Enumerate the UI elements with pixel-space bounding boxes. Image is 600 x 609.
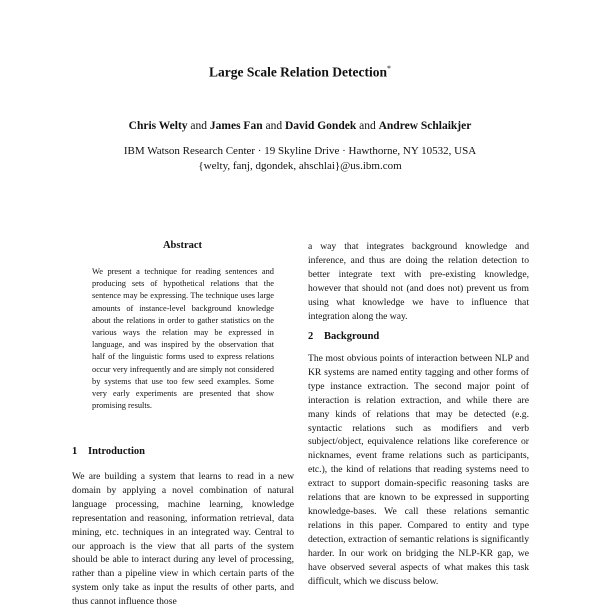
affiliation-block [0,144,600,174]
author-list [0,120,600,132]
section-number: 1 [72,446,78,457]
author-name: David Gondek [284,120,357,132]
introduction-body [72,470,294,609]
author-name: James Fan [209,120,263,132]
section-heading-background [308,331,379,342]
author-name: Andrew Schlaikjer [378,120,472,132]
right-column-continuation [308,240,529,323]
title-text: Large Scale Relation Detection [208,64,388,80]
abstract-body [92,266,274,412]
abstract-heading: Abstract [162,240,203,251]
section-title: Introduction [88,446,145,457]
paper-title [0,64,600,81]
background-text: The most obvious points of interaction between NLP and KR systems are named entity tagging and other forms of type instance extraction. The second major point of interaction is relation extraction, and while there are many kinds of relations that may be detected (e.g. syntactic relations such as modifiers and verb subject/object, equivalence relations like coreference or nicknames, event frame relations such as participants, etc.), the kind of relations that reading systems need to extract to support domain-specific reasoning tasks are relations that are known to be expressed in supporting knowledge-bases. We call these relations semantic relations in this paper. Compared to entity and type detection, extraction of semantic relations is significantly harder. In our work on bridging the NLP-KR gap, we have observed several aspects of what makes this task difficult, which we discuss below. [308,353,529,587]
continuation-text: a way that integrates background knowledge and inference, and thus are doing the relation detection to better integrate text with pre-existing knowledge, however that should not (and does not) prevent us from using what knowledge we have to influence that integration along the way. [308,241,529,322]
author-name: Chris Welty [128,120,188,132]
section-heading-introduction [72,446,145,457]
section-title: Background [324,331,380,342]
author-connector: and [190,120,208,132]
abstract-text: We present a technique for reading sentences and producing sets of hypothetical relations that the sentence may be expressing. The technique uses large amounts of instance-level background knowledge about the relations in order to gather statistics on the various ways the relation may be expressed in language, and was inspired by the observation that half of the linguistic forms used to express relations occur very infrequently and are simply not considered by systems that use too few seed examples. Some very early experiments are presented that show promising results. [92,267,274,411]
background-body [308,352,529,588]
title-footnote-mark: * [387,64,392,73]
author-connector: and [265,120,283,132]
introduction-text: We are building a system that learns to read in a new domain by applying a novel combination of natural language processing, machine learning, knowledge representation and reasoning, information retrieval, data mining, etc. techniques in an integrated way. Central to our approach is the view that all parts of the system should be able to interact during any level of processing, rather than a pipeline view in which certain parts of the system only take as input the results of other parts, and thus cannot influence those [72,471,294,608]
author-connector: and [359,120,376,132]
section-number: 2 [308,331,314,342]
email-addresses: {welty, fanj, dgondek, ahschlai}@us.ibm.com [198,160,402,172]
affiliation: IBM Watson Research Center · 19 Skyline Drive · Hawthorne, NY 10532, USA [123,145,477,157]
